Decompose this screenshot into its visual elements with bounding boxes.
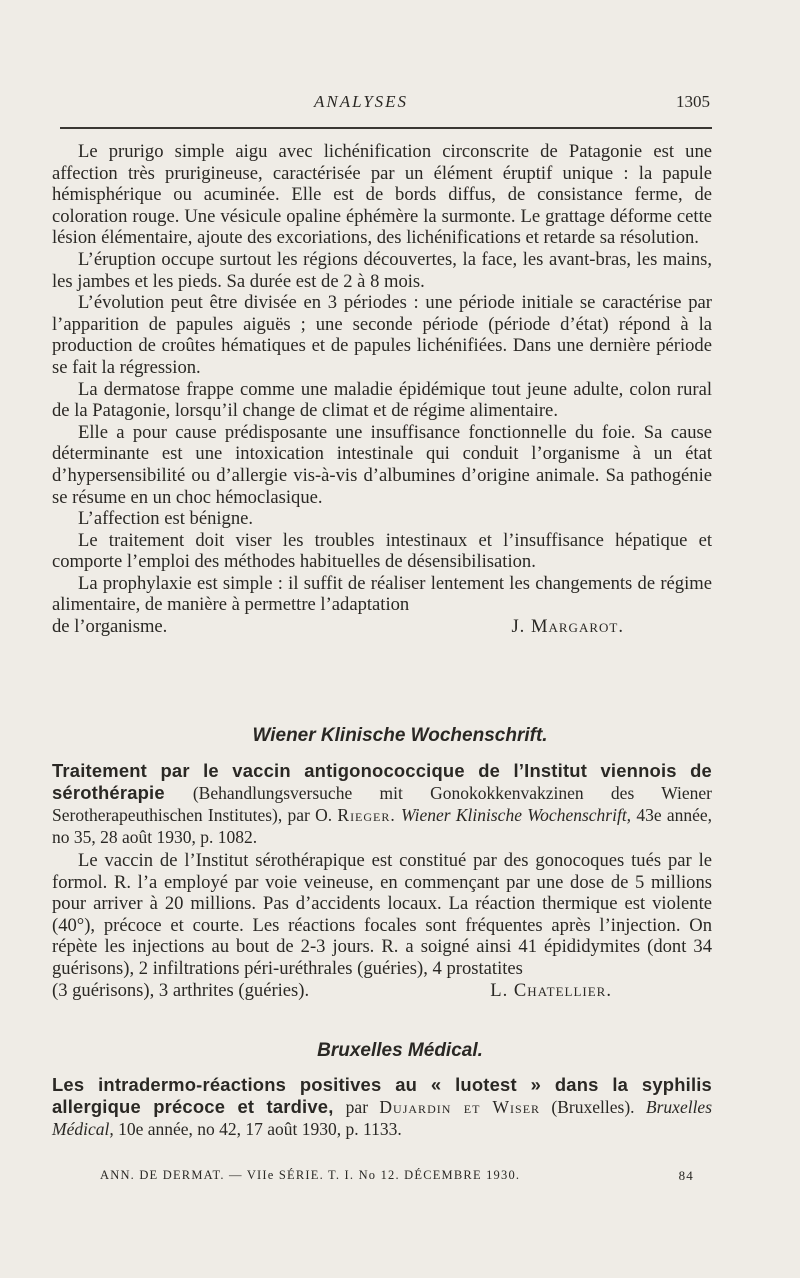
page-header — [52, 92, 710, 118]
paragraph: L’évolution peut être divisée en 3 périodes : une période initiale se caractérise par l’apparition de papules aiguës ; une seconde période (période d’état) répond à la production de croûtes hématiques et de papules lichénifiées. Dans une dernière période se fait la régression. — [52, 292, 712, 378]
reference-details: 43e année, no 35, 28 août 1930, p. 1082. — [52, 805, 713, 847]
reference-author: Rieger. — [337, 805, 396, 825]
header-rule — [60, 127, 712, 129]
reference-text: par — [345, 1097, 369, 1117]
final-line — [52, 980, 712, 1002]
journal-heading: Wiener Klinische Wochenschrift. — [252, 725, 548, 746]
signature-mark: 84 — [678, 1168, 694, 1183]
reference-journal: Bruxelles Médical, — [52, 1097, 713, 1139]
paragraph: L’éruption occupe surtout les régions découvertes, la face, les avant-bras, les mains, les jambes et les pieds. Sa durée est de 2 à 8 mois. — [52, 248, 712, 292]
final-line — [52, 616, 712, 638]
page-number: 1305 — [676, 92, 710, 111]
paragraph: La dermatose frappe comme une maladie épidémique tout jeune adulte, colon rural de la Patagonie, lorsqu’il change de climat et de régime alimentaire. — [52, 378, 712, 422]
article-title — [52, 760, 712, 848]
reference-text: (Behandlungsversuche mit Gonokokkenvakzinen des Wiener Serotherapeuthischen Institutes), par O. — [52, 783, 712, 825]
reference-details: 10e année, no 42, 17 août 1930, p. 1133. — [118, 1119, 402, 1139]
paragraph: L’affection est bénigne. — [78, 508, 254, 530]
author-signature: J. Margarot. — [511, 616, 624, 638]
paragraph: Le traitement doit viser les troubles intestinaux et l’insuffisance hépatique et comporte l’emploi des méthodes habituelles de désensibilisation. — [52, 529, 712, 573]
article-title — [52, 1074, 712, 1140]
footer-citation: ANN. DE DERMAT. — VIIe SÉRIE. T. I. No 12. DÉCEMBRE 1930. — [100, 1168, 521, 1182]
author-signature: L. Chatellier. — [490, 979, 612, 1001]
paragraph: Le prurigo simple aigu avec lichénification circonscrite de Patagonie est une affection très prurigineuse, caractérisée par un élément éruptif unique : la papule hémisphérique ou acuminée. Elle est de bords diffus, de consistance ferme, de coloration rouge. Une vésicule opaline éphémère la surmonte. Le grattage déforme cette lésion élémentaire, ajoute des excoriations, des lichénifications et retarde sa résolution. — [52, 141, 712, 249]
article-title-main: Traitement par le vaccin antigonococcique de l’Institut viennois de sérothérapie — [52, 760, 712, 803]
reference-authors: Dujardin et Wiser — [379, 1097, 541, 1117]
article-title-main: Les intradermo-réactions positives au « luotest » dans la syphilis allergique précoce et tardive, — [52, 1074, 712, 1117]
paragraph: Elle a pour cause prédisposante une insuffisance fonctionnelle du foie. Sa cause déterminante est une intoxication intestinale qui conduit l’organisme à un état d’hypersensibilité ou d’allergie vis-à-vis d’albumines d’origine animale. Sa pathogénie se résume en un choc hémoclasique. — [52, 421, 712, 508]
paragraph: Le vaccin de l’Institut sérothérapique est constitué par des gonocoques tués par le formol. R. l’a employé par voie veineuse, en commençant par une dose de 5 millions pour arriver à 20 millions. Pas d’accidents locaux. La réaction thermique est violente (40°), précoce et courte. Les réactions focales sont fréquentes après l’injection. On répète les injections au bout de 2-3 jours. R. a soigné ainsi 41 épididymites (dont 34 guérisons), 2 infiltrations péri-uréthrales (guéries), 4 prostatites — [52, 850, 712, 979]
reference-place: (Bruxelles). — [551, 1097, 635, 1117]
reference-journal: Wiener Klinische Wochenschrift, — [401, 805, 632, 825]
final-line-text: de l’organisme. — [52, 616, 168, 638]
journal-heading: Bruxelles Médical. — [317, 1040, 483, 1061]
final-line-text: (3 guérisons), 3 arthrites (guéries). — [52, 979, 310, 1001]
running-title: ANALYSES — [314, 92, 409, 111]
prurigo-analysis — [52, 141, 712, 638]
luotest-analysis — [52, 1074, 712, 1140]
paragraph: La prophylaxie est simple : il suffit de réaliser lentement les changements de régime alimentaire, de manière à permettre l’adaptation — [52, 572, 712, 616]
vaccine-analysis — [52, 760, 712, 1001]
page-footer — [100, 1168, 712, 1186]
